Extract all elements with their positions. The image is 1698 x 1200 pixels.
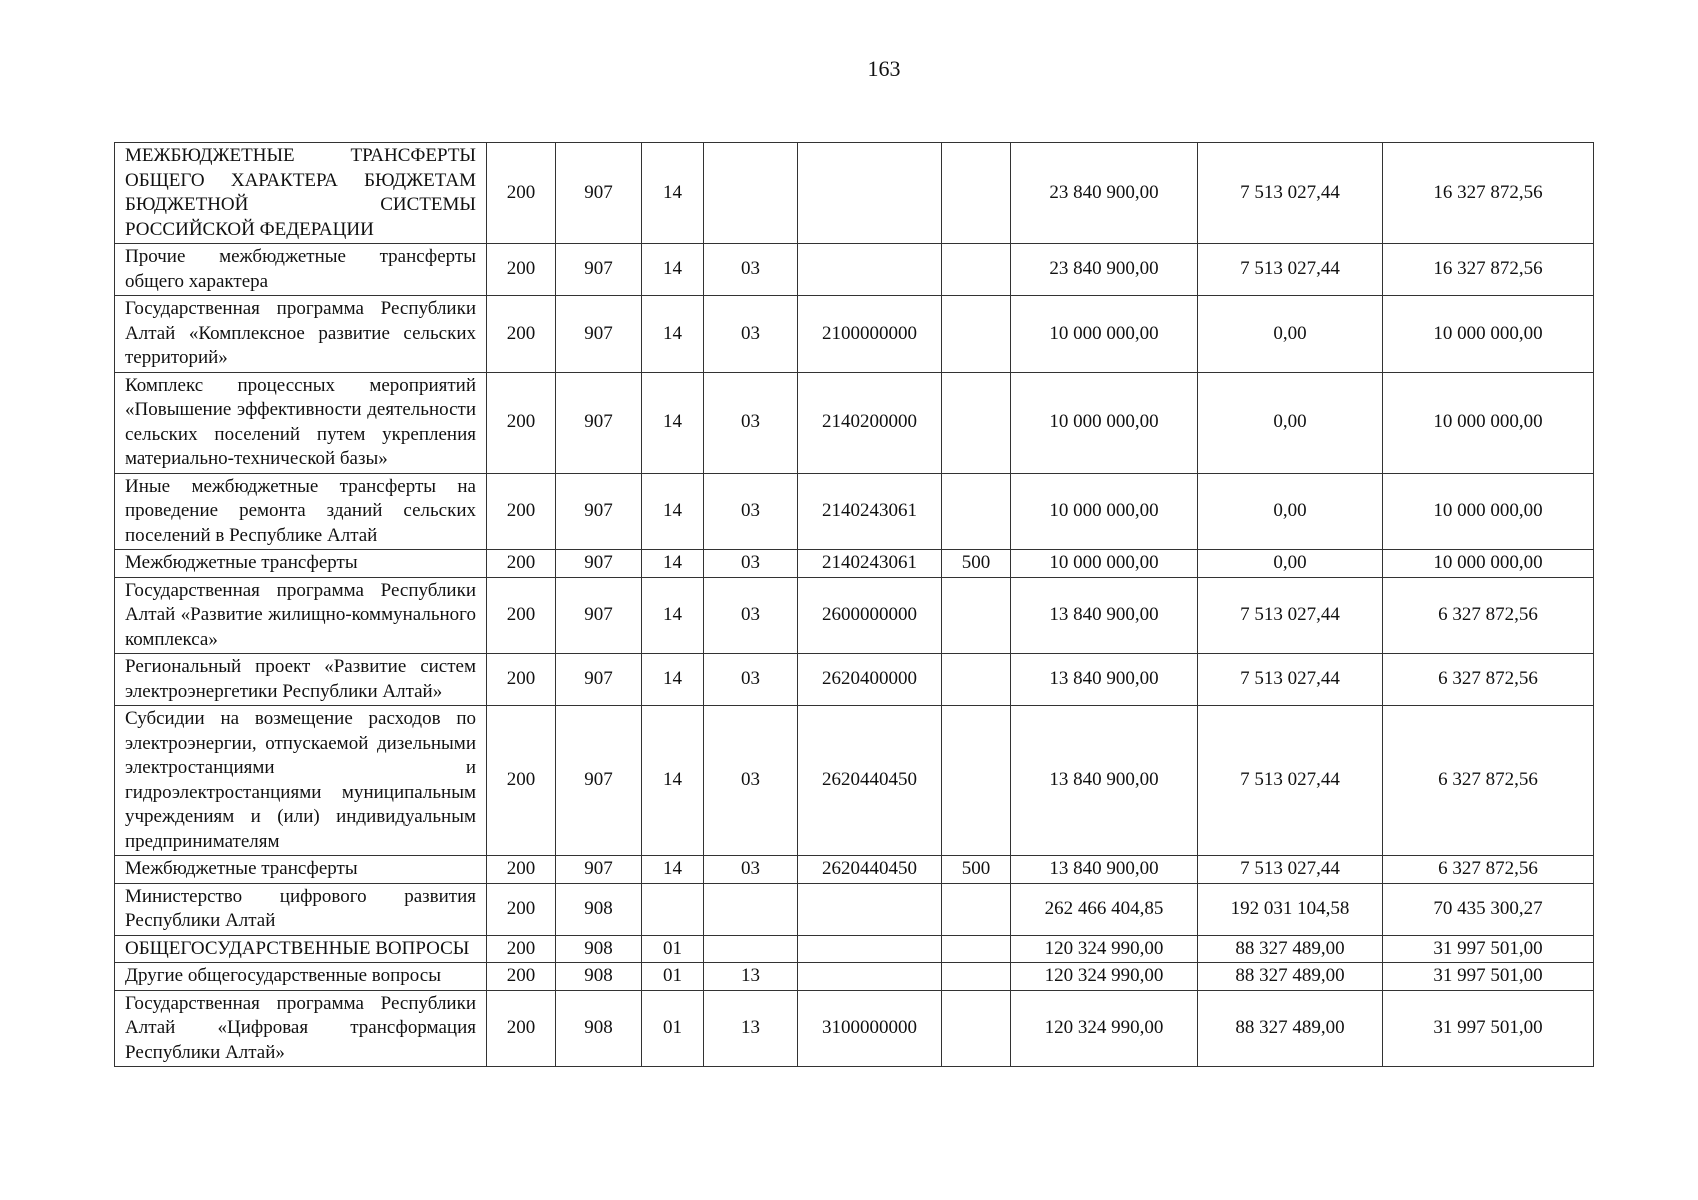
target-article-cell bbox=[798, 883, 942, 935]
expense-type-cell bbox=[942, 654, 1011, 706]
remaining-amount-cell: 16 327 872,56 bbox=[1383, 244, 1594, 296]
executed-amount-cell: 7 513 027,44 bbox=[1198, 577, 1383, 654]
code-cell: 200 bbox=[487, 990, 556, 1067]
remaining-amount-cell: 6 327 872,56 bbox=[1383, 654, 1594, 706]
remaining-amount-cell: 10 000 000,00 bbox=[1383, 473, 1594, 550]
subsection-cell: 13 bbox=[704, 990, 798, 1067]
target-article-cell: 2140200000 bbox=[798, 372, 942, 473]
row-name-cell: ОБЩЕГОСУДАРСТВЕННЫЕ ВОПРОСЫ bbox=[115, 935, 487, 963]
table-row bbox=[115, 706, 1594, 856]
subsection-cell bbox=[704, 935, 798, 963]
table-row bbox=[115, 372, 1594, 473]
target-article-cell bbox=[798, 963, 942, 991]
code-cell: 200 bbox=[487, 935, 556, 963]
target-article-cell bbox=[798, 244, 942, 296]
approved-amount-cell: 13 840 900,00 bbox=[1011, 706, 1198, 856]
executed-amount-cell: 192 031 104,58 bbox=[1198, 883, 1383, 935]
subsection-cell: 03 bbox=[704, 550, 798, 578]
executed-amount-cell: 0,00 bbox=[1198, 473, 1383, 550]
grbs-cell: 908 bbox=[556, 883, 642, 935]
expense-type-cell bbox=[942, 296, 1011, 373]
code-cell: 200 bbox=[487, 856, 556, 884]
executed-amount-cell: 7 513 027,44 bbox=[1198, 856, 1383, 884]
row-name-cell: Комплекс процессных мероприятий «Повышение эффективности деятельности сельских поселений путем укрепления материально-технической базы» bbox=[115, 372, 487, 473]
remaining-amount-cell: 6 327 872,56 bbox=[1383, 856, 1594, 884]
row-name-cell: Региональный проект «Развитие систем электроэнергетики Республики Алтай» bbox=[115, 654, 487, 706]
code-cell: 200 bbox=[487, 473, 556, 550]
subsection-cell: 13 bbox=[704, 963, 798, 991]
section-cell: 14 bbox=[642, 143, 704, 244]
executed-amount-cell: 0,00 bbox=[1198, 372, 1383, 473]
target-article-cell: 2620400000 bbox=[798, 654, 942, 706]
target-article-cell bbox=[798, 935, 942, 963]
grbs-cell: 907 bbox=[556, 473, 642, 550]
row-name-cell: Межбюджетные трансферты bbox=[115, 856, 487, 884]
approved-amount-cell: 13 840 900,00 bbox=[1011, 654, 1198, 706]
row-name-cell: Прочие межбюджетные трансферты общего характера bbox=[115, 244, 487, 296]
table-row bbox=[115, 856, 1594, 884]
table-row bbox=[115, 654, 1594, 706]
remaining-amount-cell: 16 327 872,56 bbox=[1383, 143, 1594, 244]
approved-amount-cell: 10 000 000,00 bbox=[1011, 372, 1198, 473]
target-article-cell bbox=[798, 143, 942, 244]
remaining-amount-cell: 10 000 000,00 bbox=[1383, 550, 1594, 578]
section-cell: 14 bbox=[642, 372, 704, 473]
approved-amount-cell: 120 324 990,00 bbox=[1011, 990, 1198, 1067]
section-cell: 01 bbox=[642, 935, 704, 963]
executed-amount-cell: 7 513 027,44 bbox=[1198, 706, 1383, 856]
grbs-cell: 907 bbox=[556, 296, 642, 373]
code-cell: 200 bbox=[487, 296, 556, 373]
table-row bbox=[115, 963, 1594, 991]
approved-amount-cell: 23 840 900,00 bbox=[1011, 244, 1198, 296]
remaining-amount-cell: 31 997 501,00 bbox=[1383, 963, 1594, 991]
grbs-cell: 908 bbox=[556, 990, 642, 1067]
target-article-cell: 2600000000 bbox=[798, 577, 942, 654]
table-row bbox=[115, 883, 1594, 935]
approved-amount-cell: 10 000 000,00 bbox=[1011, 473, 1198, 550]
code-cell: 200 bbox=[487, 143, 556, 244]
section-cell: 14 bbox=[642, 856, 704, 884]
section-cell: 14 bbox=[642, 296, 704, 373]
section-cell: 14 bbox=[642, 550, 704, 578]
section-cell: 14 bbox=[642, 654, 704, 706]
section-cell: 14 bbox=[642, 706, 704, 856]
grbs-cell: 907 bbox=[556, 856, 642, 884]
row-name-cell: Межбюджетные трансферты bbox=[115, 550, 487, 578]
code-cell: 200 bbox=[487, 550, 556, 578]
executed-amount-cell: 88 327 489,00 bbox=[1198, 935, 1383, 963]
subsection-cell bbox=[704, 883, 798, 935]
remaining-amount-cell: 70 435 300,27 bbox=[1383, 883, 1594, 935]
approved-amount-cell: 120 324 990,00 bbox=[1011, 963, 1198, 991]
row-name-cell: Государственная программа Республики Алтай «Комплексное развитие сельских территорий» bbox=[115, 296, 487, 373]
approved-amount-cell: 13 840 900,00 bbox=[1011, 577, 1198, 654]
grbs-cell: 907 bbox=[556, 550, 642, 578]
row-name-cell: Государственная программа Республики Алтай «Цифровая трансформация Республики Алтай» bbox=[115, 990, 487, 1067]
expense-type-cell bbox=[942, 935, 1011, 963]
section-cell: 01 bbox=[642, 990, 704, 1067]
grbs-cell: 908 bbox=[556, 935, 642, 963]
executed-amount-cell: 7 513 027,44 bbox=[1198, 654, 1383, 706]
row-name-cell: Иные межбюджетные трансферты на проведение ремонта зданий сельских поселений в Республике Алтай bbox=[115, 473, 487, 550]
row-name-cell: МЕЖБЮДЖЕТНЫЕ ТРАНСФЕРТЫ ОБЩЕГО ХАРАКТЕРА БЮДЖЕТАМ БЮДЖЕТНОЙ СИСТЕМЫ РОССИЙСКОЙ ФЕДЕРАЦИИ bbox=[115, 143, 487, 244]
code-cell: 200 bbox=[487, 372, 556, 473]
target-article-cell: 2620440450 bbox=[798, 706, 942, 856]
code-cell: 200 bbox=[487, 654, 556, 706]
remaining-amount-cell: 31 997 501,00 bbox=[1383, 990, 1594, 1067]
approved-amount-cell: 13 840 900,00 bbox=[1011, 856, 1198, 884]
executed-amount-cell: 7 513 027,44 bbox=[1198, 244, 1383, 296]
page-number: 163 bbox=[867, 56, 901, 81]
executed-amount-cell: 88 327 489,00 bbox=[1198, 990, 1383, 1067]
section-cell: 14 bbox=[642, 244, 704, 296]
subsection-cell: 03 bbox=[704, 577, 798, 654]
remaining-amount-cell: 31 997 501,00 bbox=[1383, 935, 1594, 963]
code-cell: 200 bbox=[487, 883, 556, 935]
code-cell: 200 bbox=[487, 577, 556, 654]
executed-amount-cell: 7 513 027,44 bbox=[1198, 143, 1383, 244]
code-cell: 200 bbox=[487, 244, 556, 296]
executed-amount-cell: 88 327 489,00 bbox=[1198, 963, 1383, 991]
table-row bbox=[115, 935, 1594, 963]
code-cell: 200 bbox=[487, 706, 556, 856]
target-article-cell: 2140243061 bbox=[798, 550, 942, 578]
subsection-cell: 03 bbox=[704, 654, 798, 706]
budget-table bbox=[114, 142, 1594, 1067]
grbs-cell: 907 bbox=[556, 244, 642, 296]
subsection-cell: 03 bbox=[704, 706, 798, 856]
subsection-cell: 03 bbox=[704, 372, 798, 473]
table-row bbox=[115, 296, 1594, 373]
target-article-cell: 2100000000 bbox=[798, 296, 942, 373]
expense-type-cell bbox=[942, 143, 1011, 244]
grbs-cell: 908 bbox=[556, 963, 642, 991]
table-row bbox=[115, 143, 1594, 244]
budget-table-body bbox=[115, 143, 1594, 1067]
remaining-amount-cell: 10 000 000,00 bbox=[1383, 296, 1594, 373]
row-name-cell: Другие общегосударственные вопросы bbox=[115, 963, 487, 991]
approved-amount-cell: 262 466 404,85 bbox=[1011, 883, 1198, 935]
row-name-cell: Государственная программа Республики Алтай «Развитие жилищно-коммунального комплекса» bbox=[115, 577, 487, 654]
table-row bbox=[115, 577, 1594, 654]
remaining-amount-cell: 6 327 872,56 bbox=[1383, 706, 1594, 856]
table-row bbox=[115, 990, 1594, 1067]
expense-type-cell bbox=[942, 990, 1011, 1067]
grbs-cell: 907 bbox=[556, 654, 642, 706]
section-cell: 14 bbox=[642, 577, 704, 654]
grbs-cell: 907 bbox=[556, 706, 642, 856]
expense-type-cell: 500 bbox=[942, 550, 1011, 578]
subsection-cell bbox=[704, 143, 798, 244]
section-cell bbox=[642, 883, 704, 935]
expense-type-cell bbox=[942, 473, 1011, 550]
expense-type-cell bbox=[942, 577, 1011, 654]
grbs-cell: 907 bbox=[556, 143, 642, 244]
approved-amount-cell: 10 000 000,00 bbox=[1011, 550, 1198, 578]
table-row bbox=[115, 473, 1594, 550]
target-article-cell: 2620440450 bbox=[798, 856, 942, 884]
section-cell: 14 bbox=[642, 473, 704, 550]
subsection-cell: 03 bbox=[704, 856, 798, 884]
code-cell: 200 bbox=[487, 963, 556, 991]
subsection-cell: 03 bbox=[704, 473, 798, 550]
executed-amount-cell: 0,00 bbox=[1198, 550, 1383, 578]
approved-amount-cell: 120 324 990,00 bbox=[1011, 935, 1198, 963]
executed-amount-cell: 0,00 bbox=[1198, 296, 1383, 373]
section-cell: 01 bbox=[642, 963, 704, 991]
expense-type-cell: 500 bbox=[942, 856, 1011, 884]
expense-type-cell bbox=[942, 963, 1011, 991]
grbs-cell: 907 bbox=[556, 577, 642, 654]
subsection-cell: 03 bbox=[704, 296, 798, 373]
expense-type-cell bbox=[942, 883, 1011, 935]
approved-amount-cell: 23 840 900,00 bbox=[1011, 143, 1198, 244]
grbs-cell: 907 bbox=[556, 372, 642, 473]
remaining-amount-cell: 10 000 000,00 bbox=[1383, 372, 1594, 473]
row-name-cell: Субсидии на возмещение расходов по электроэнергии, отпускаемой дизельными электростанциями и гидроэлектростанциями муниципальным учреждениям и (или) индивидуальным предпринимателям bbox=[115, 706, 487, 856]
target-article-cell: 2140243061 bbox=[798, 473, 942, 550]
expense-type-cell bbox=[942, 706, 1011, 856]
expense-type-cell bbox=[942, 244, 1011, 296]
row-name-cell: Министерство цифрового развития Республики Алтай bbox=[115, 883, 487, 935]
remaining-amount-cell: 6 327 872,56 bbox=[1383, 577, 1594, 654]
expense-type-cell bbox=[942, 372, 1011, 473]
approved-amount-cell: 10 000 000,00 bbox=[1011, 296, 1198, 373]
subsection-cell: 03 bbox=[704, 244, 798, 296]
table-row bbox=[115, 550, 1594, 578]
table-row bbox=[115, 244, 1594, 296]
target-article-cell: 3100000000 bbox=[798, 990, 942, 1067]
